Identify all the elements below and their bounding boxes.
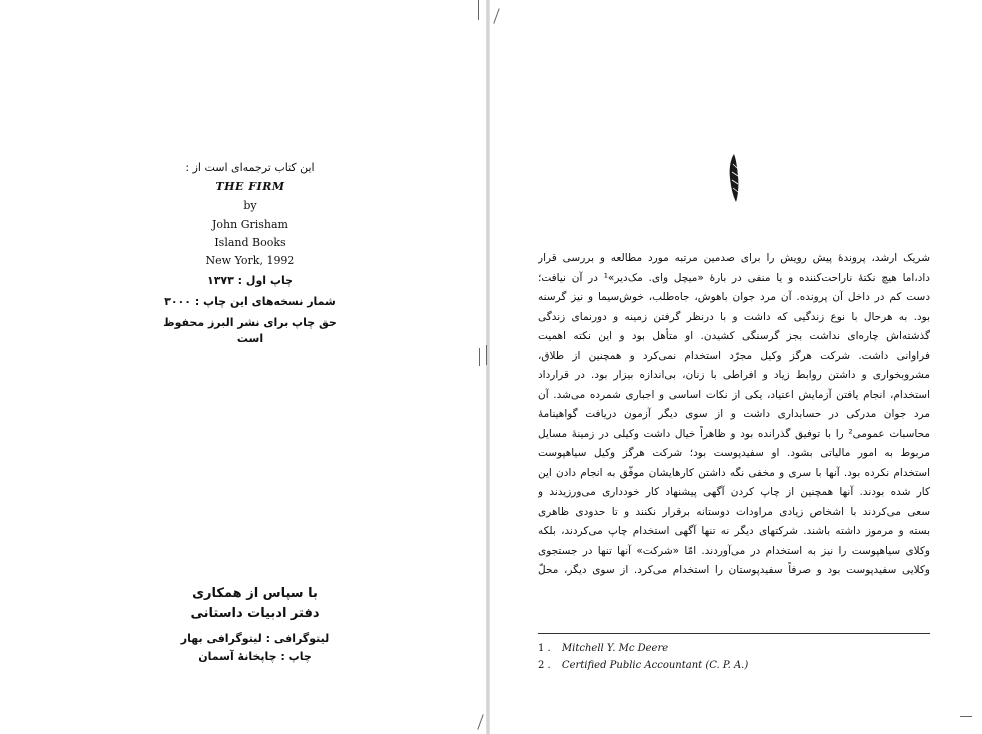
text-line: محاسبات عمومی² را با توفیق گذرانده بود و ظاهراً خیال داشت وکیلی در زمینهٔ مسایل <box>538 427 930 440</box>
text-line: مشروبخواری و داشتن روابط زیاد و افراطی با زنان، بی‌اندازه بیزار بود. در قرارداد <box>538 369 930 381</box>
text-line: داد،اما هیچ نکتهٔ ناراحت‌کننده و یا منفی در بارهٔ «میچل وای. مک‌دیر»¹ در آن نیافت؛ <box>538 271 930 284</box>
text-line: مربوط به امور مالیاتی بشود. او سفیدپوست بود؛ شرکت هرگز وکیل سیاهپوست <box>538 447 930 459</box>
text-line: شریک ارشد، پروندهٔ پیش رویش را برای صدمین مرتبه مورد مطالعه و بررسی قرار <box>538 252 930 264</box>
footnote-2 <box>538 657 930 674</box>
chapter-number-icon <box>724 152 744 204</box>
footnote-divider <box>538 633 930 634</box>
scan-mark <box>477 714 483 729</box>
text-line: گذشته‌اش چاره‌ای نداشت بجز گرسنگی کشیدن. او متأهل بود و این نکته اهمیت <box>538 330 930 342</box>
footnotes <box>538 640 930 674</box>
text-line: بود. به هرحال با نوع زندگیی که داشت و با درنظر گرفتن زمینه و دورنمای زندگی <box>538 310 930 323</box>
footnote-1 <box>538 640 930 657</box>
author-name: John Grisham <box>212 218 288 231</box>
scan-mark <box>493 8 499 23</box>
text-line: دست کم در داخل آن پرونده. آن مرد جوان باهوش، جاه‌طلب، خوش‌سیما و نیز گرسنه <box>538 291 930 303</box>
original-title: THE FIRM <box>215 180 285 193</box>
fiction-office-line: دفتر ادبیات داستانی <box>190 606 320 621</box>
text-line: فراوانی داشت. شرکت هرگز وکیل مجرّد استخدام نمی‌کرد و همچنین از طلاق، <box>538 349 930 362</box>
rights-line: حق چاپ برای نشر البرز محفوظ است <box>163 316 337 345</box>
text-line: کار شده بودند. آنها همچنین از چاپ کردن آگهی پیشنهاد کار خودداری می‌ورزیدند و <box>538 486 930 498</box>
text-line: بسته و مرموز داشته باشند. شرکتهای دیگر نه تنها آگهی استخدام چاپ می‌کردند، بلکه <box>538 525 930 537</box>
text-line: استخدام نکرده بود. آنها با سری و مخفی نگه داشتن کارهایشان موفّق به انجام دادن این <box>538 466 930 479</box>
copies-line: شمار نسخه‌های این چاپ : ۳۰۰۰ <box>164 295 336 308</box>
footnote-number: 1 . <box>538 643 551 654</box>
scan-mark <box>479 348 480 366</box>
text-line: استخدام، انجام یافتن آزمایش اعتیاد، یکی از نکات اساسی و اجباری شمرده می‌شد. آن <box>538 388 930 401</box>
lithography-line: لیتوگرافی : لیتوگرافی بهار <box>180 632 330 645</box>
footnote-number: 2 . <box>538 660 551 671</box>
translation-note: این کتاب ترجمه‌ای است از : <box>185 161 315 174</box>
credits-block <box>160 160 340 347</box>
text-line: وکلایی سفیدپوست بود و صرفاً سفیدپوستان را استخدام می‌کرد. از سوی دیگر، محلّ <box>538 564 930 576</box>
text-line: وکلای سیاهپوست را نیز به استخدام در می‌آوردند. امّا «شرکت» آنها تنها در جستجوی <box>538 544 930 557</box>
text-line: مرد جوان مدرکی در حسابداری داشت و از سوی دیگر آزمون دریافت گواهینامهٔ <box>538 408 930 420</box>
scan-mark <box>960 716 972 717</box>
publisher-name: Island Books <box>214 236 286 249</box>
publish-place-year: New York, 1992 <box>205 254 295 267</box>
acknowledgements <box>180 584 330 666</box>
edition-line: چاپ اول : ۱۳۷۳ <box>206 274 293 287</box>
by-label: by <box>243 199 257 212</box>
chapter-body-text <box>538 249 930 581</box>
thanks-line: با سپاس از همکاری <box>192 586 318 601</box>
scan-mark <box>478 0 479 20</box>
left-page <box>0 0 486 734</box>
text-line: سعی می‌کردند با اشخاص زیادی مراودات دوستانه برقرار نکنند و تا حدودی ظاهری <box>538 505 930 518</box>
footnote-text: Mitchell Y. Mc Deere <box>561 643 669 654</box>
footnote-text: Certified Public Accountant (C. P. A.) <box>561 660 749 671</box>
scan-mark <box>486 345 487 365</box>
printing-line: چاپ : چاپخانهٔ آسمان <box>198 650 312 663</box>
